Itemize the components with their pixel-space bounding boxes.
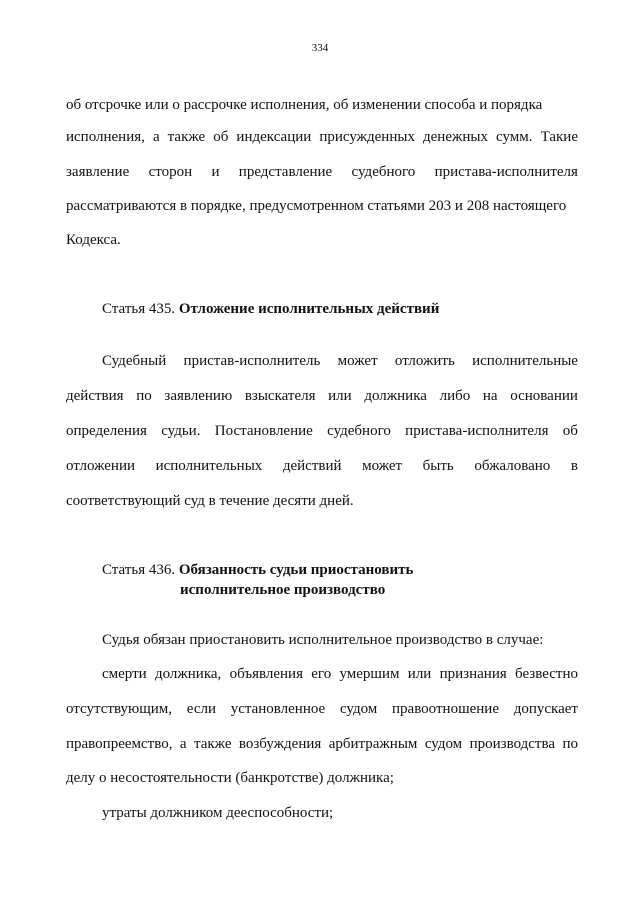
word: по bbox=[136, 388, 152, 404]
word: Постановление bbox=[214, 423, 313, 439]
article-prefix: Статья 436. bbox=[102, 562, 179, 578]
paragraph-3-line-1: Судья обязан приостановить исполнительное производство в случае: bbox=[102, 632, 544, 648]
word: на bbox=[482, 388, 498, 404]
word: отсутствующим, bbox=[66, 701, 173, 717]
paragraph-4-line-4: делу о несостоятельности (банкротстве) должника; bbox=[66, 770, 394, 786]
word: сторон bbox=[148, 164, 193, 180]
article-title-line-2: исполнительное производство bbox=[180, 582, 386, 598]
paragraph-1-line-3 bbox=[66, 163, 578, 181]
word: и bbox=[211, 164, 220, 180]
word: пристава-исполнителя bbox=[434, 164, 578, 180]
paragraph-2-line-3 bbox=[66, 422, 578, 440]
article-prefix: Статья 435. bbox=[102, 301, 179, 317]
word: судебного bbox=[327, 423, 391, 439]
word: заявлению bbox=[164, 388, 233, 404]
word: заявление bbox=[66, 164, 130, 180]
word: допускает bbox=[513, 701, 578, 717]
word: в bbox=[570, 458, 578, 474]
word: Судебный bbox=[102, 353, 167, 369]
page-number: 334 bbox=[311, 42, 329, 54]
word: пристав-исполнитель bbox=[183, 353, 321, 369]
paragraph-4-line-2 bbox=[66, 700, 578, 718]
word: отложении bbox=[66, 458, 136, 474]
word: либо bbox=[439, 388, 471, 404]
word: об bbox=[562, 423, 578, 439]
paragraph-1-line-5: Кодекса. bbox=[66, 232, 121, 248]
word: основании bbox=[510, 388, 578, 404]
word: взыскателя bbox=[244, 388, 316, 404]
word: может bbox=[362, 458, 403, 474]
word: может bbox=[337, 353, 378, 369]
word: или bbox=[328, 388, 352, 404]
word: определения bbox=[66, 423, 147, 439]
word: действий bbox=[282, 458, 342, 474]
word: исполнительные bbox=[472, 353, 578, 369]
article-title: Отложение исполнительных действий bbox=[178, 301, 440, 317]
word: исполнительных bbox=[155, 458, 263, 474]
article-435-heading bbox=[102, 300, 439, 318]
word: судебного bbox=[351, 164, 416, 180]
paragraph-1-line-1: об отсрочке или о рассрочке исполнения, об изменении способа и порядка bbox=[66, 97, 543, 113]
word: должника bbox=[364, 388, 427, 404]
article-title-line-1: Обязанность судьи приостановить bbox=[178, 562, 414, 578]
word: обжаловано bbox=[474, 458, 551, 474]
word: судьи. bbox=[161, 423, 201, 439]
paragraph-4-line-3: правопреемство, а также возбуждения арбитражным судом производства по bbox=[66, 736, 578, 752]
word: пристава-исполнителя bbox=[405, 423, 549, 439]
paragraph-1-line-4: рассматриваются в порядке, предусмотренном статьями 203 и 208 настоящего bbox=[66, 198, 567, 214]
paragraph-2-line-5: соответствующий суд в течение десяти дней. bbox=[66, 493, 354, 509]
paragraph-2-line-1 bbox=[102, 352, 578, 370]
paragraph-4-line-1: смерти должника, объявления его умершим или признания безвестно bbox=[102, 666, 578, 682]
word: правоотношение bbox=[392, 701, 499, 717]
paragraph-5-line-1: утраты должником дееспособности; bbox=[102, 805, 334, 821]
paragraph-2-line-2 bbox=[66, 387, 578, 405]
paragraph-2-line-4 bbox=[66, 457, 578, 475]
word: судом bbox=[339, 701, 378, 717]
word: отложить bbox=[394, 353, 455, 369]
word: действия bbox=[66, 388, 124, 404]
word: представление bbox=[238, 164, 333, 180]
paragraph-1-line-2: исполнения, а также об индексации присужденных денежных сумм. Такие bbox=[66, 129, 578, 145]
article-436-heading bbox=[102, 561, 413, 579]
word: если bbox=[186, 701, 216, 717]
word: установленное bbox=[230, 701, 326, 717]
word: быть bbox=[422, 458, 454, 474]
